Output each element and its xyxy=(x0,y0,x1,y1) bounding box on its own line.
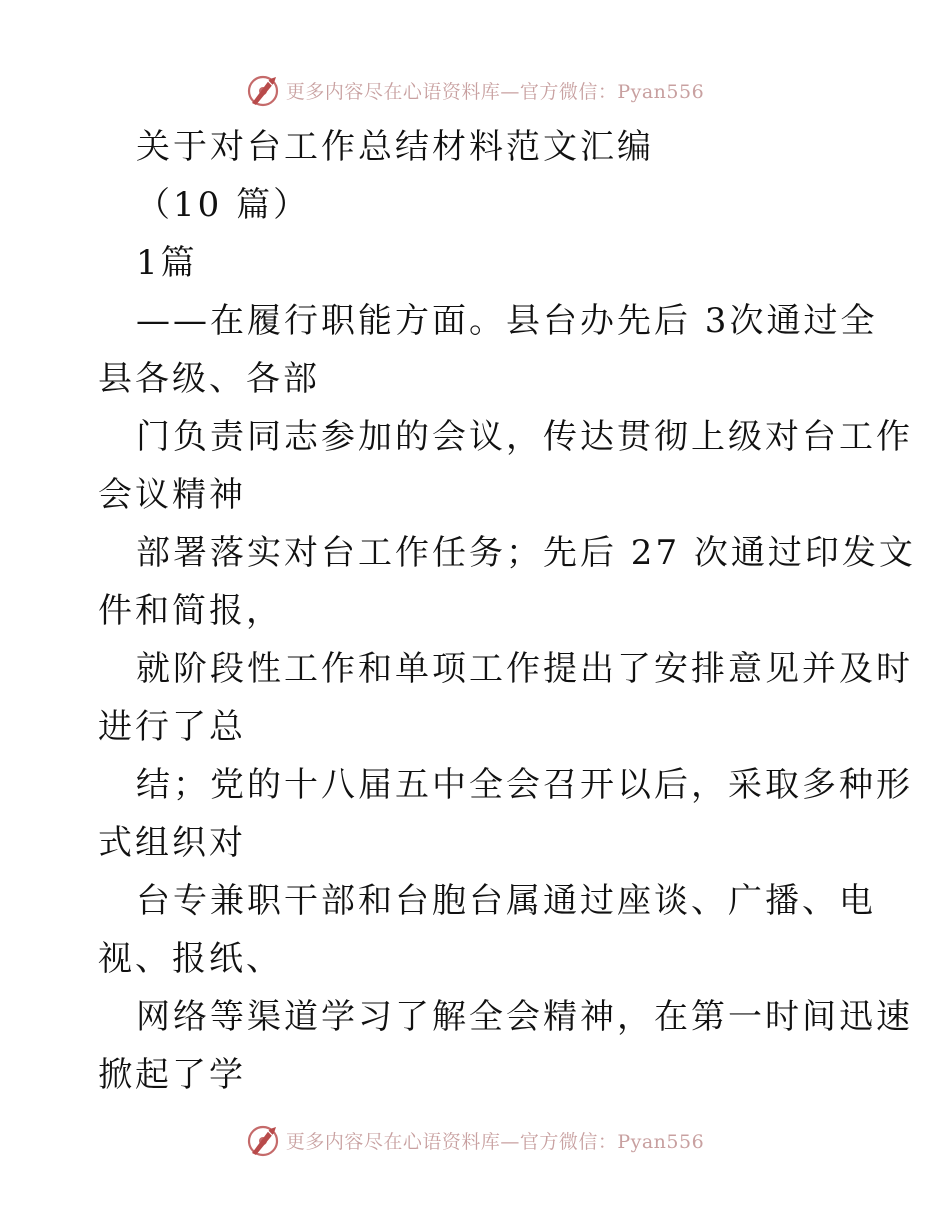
watermark-text: 更多内容尽在心语资料库—官方微信：Pyan556 xyxy=(285,1130,705,1153)
watermark-text: 更多内容尽在心语资料库—官方微信：Pyan556 xyxy=(285,80,705,103)
paragraph-line: 县各级、各部 xyxy=(98,359,320,399)
paragraph-line: 式组织对 xyxy=(98,823,246,863)
paragraph-line: 进行了总 xyxy=(98,707,246,747)
document-body xyxy=(98,118,916,1104)
paragraph-line: 台专兼职干部和台胞台属通过座谈、广播、电 xyxy=(136,881,876,921)
document-title: 关于对台工作总结材料范文汇编 xyxy=(136,127,654,167)
paragraph-line: 网络等渠道学习了解全会精神，在第一时间迅速 xyxy=(136,997,913,1037)
paragraph-line: 结；党的十八届五中全会召开以后，采取多种形 xyxy=(136,765,913,805)
paragraph-line: 件和简报， xyxy=(98,591,283,631)
paragraph-line: 门负责同志参加的会议，传达贯彻上级对台工作 xyxy=(136,417,913,457)
quill-pen-logo-icon xyxy=(246,1123,280,1157)
paragraph-line: 就阶段性工作和单项工作提出了安排意见并及时 xyxy=(136,649,913,689)
paragraph-line: 部署落实对台工作任务；先后 27 次通过印发文 xyxy=(136,533,916,573)
document-subtitle: （10 篇） xyxy=(136,185,311,225)
paragraph-line: ——在履行职能方面。县台办先后 3次通过全 xyxy=(136,301,878,341)
paragraph-line: 视、报纸、 xyxy=(98,939,283,979)
watermark-banner-top xyxy=(0,70,950,110)
watermark-banner-bottom xyxy=(0,1120,950,1160)
paragraph-line: 掀起了学 xyxy=(98,1055,246,1095)
paragraph-line: 会议精神 xyxy=(98,475,246,515)
section-heading: 1篇 xyxy=(136,243,198,283)
quill-pen-logo-icon xyxy=(246,73,280,107)
